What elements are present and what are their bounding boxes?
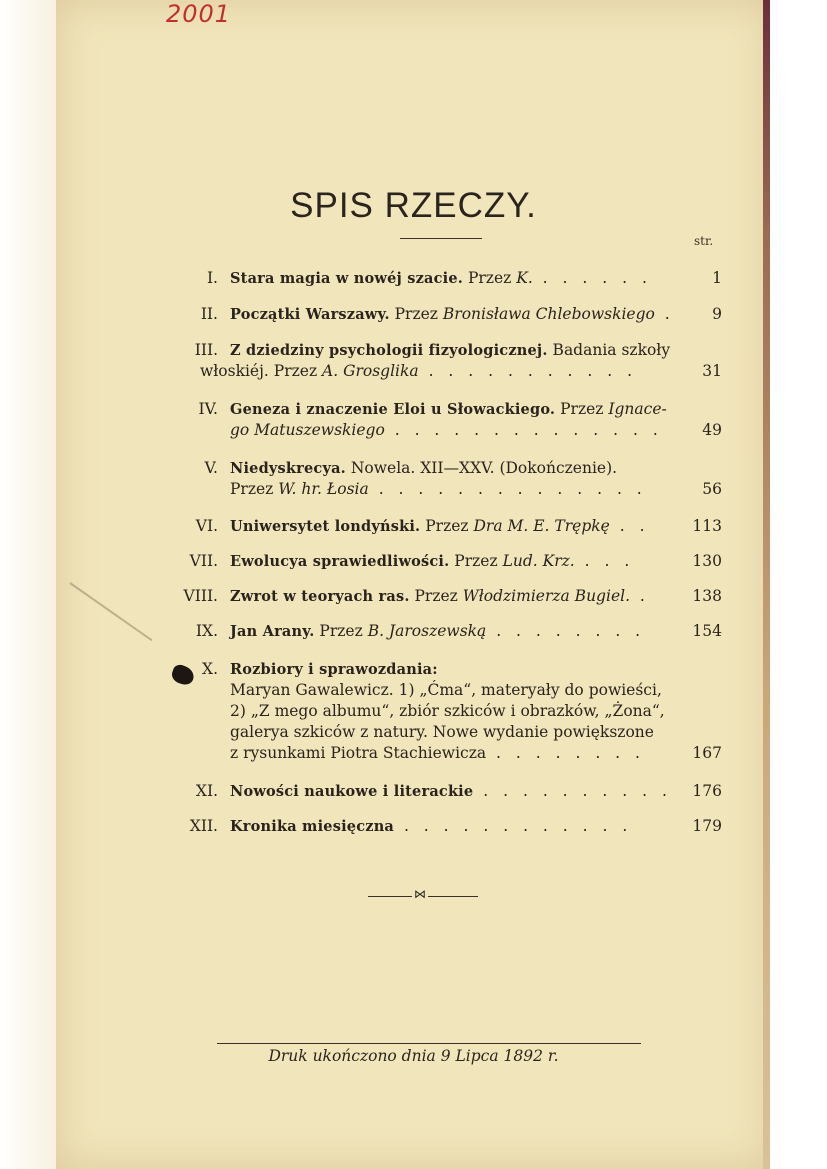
- entry-text: włoskiéj. Przez: [200, 362, 323, 380]
- entry-text: Przez: [463, 269, 517, 287]
- toc-entry: [0, 399, 827, 441]
- entry-leader-dots: . . .: [574, 552, 635, 570]
- entry-text: Przez: [420, 517, 474, 535]
- entry-author: B. Jaroszewską: [367, 622, 487, 640]
- toc-entry-page: 130: [692, 552, 722, 570]
- toc-entry-number: XI.: [195, 782, 218, 800]
- entry-title: Początki Warszawy.: [230, 306, 390, 323]
- entry-leader-dots: . . . . . . . .: [486, 744, 645, 762]
- toc-entry-line: [230, 701, 665, 722]
- pencil-annotation: 2001: [166, 0, 232, 28]
- toc-entry-page: 167: [692, 744, 722, 762]
- scan-margin-right: [770, 0, 827, 1169]
- page-column-label: str.: [694, 234, 714, 248]
- entry-text: Badania szkoły: [547, 341, 671, 359]
- toc-entry-number: II.: [200, 305, 218, 323]
- toc-entry-line: [230, 551, 634, 572]
- entry-author: Dra M. E. Trępkę: [473, 517, 610, 535]
- toc-entry-line: [230, 680, 662, 701]
- toc-entry: [0, 816, 827, 837]
- title-rule: [400, 238, 482, 239]
- entry-title: Ewolucya sprawiedliwości.: [230, 553, 450, 570]
- entry-leader-dots: . . . . . .: [532, 269, 652, 287]
- document-page: [56, 0, 770, 1169]
- toc-entry: [0, 781, 827, 802]
- toc-entry-line: [230, 420, 663, 441]
- toc-entry: [0, 458, 827, 500]
- entry-text: Przez: [314, 622, 368, 640]
- toc-entry: [0, 659, 827, 764]
- toc-entry: [0, 586, 827, 607]
- entry-leader-dots: . . . . . . . . . . . . . .: [368, 480, 647, 498]
- toc-entry-page: 176: [692, 782, 722, 800]
- entry-leader-dots: . . . . . . . . . . .: [418, 362, 638, 380]
- entry-author: Ignace-: [608, 400, 667, 418]
- entry-leader-dots: . . . . . . . .: [486, 622, 646, 640]
- entry-text: Przez: [555, 400, 609, 418]
- toc-entry-page: 179: [692, 817, 722, 835]
- toc-entry-number: VI.: [195, 517, 218, 535]
- toc-entry-line: [230, 458, 617, 479]
- entry-author: A. Grosglika: [322, 362, 419, 380]
- toc-entry-page: 154: [692, 622, 722, 640]
- toc-entry-page: 9: [712, 305, 722, 323]
- entry-text: galerya szkiców z natury. Nowe wydanie powiększone: [230, 723, 654, 741]
- entry-text: Przez: [230, 480, 279, 498]
- toc-entry: [0, 551, 827, 572]
- toc-entry-number: X.: [202, 660, 218, 678]
- ornament-glyph: ⋈: [414, 887, 426, 901]
- toc-entry-number: IV.: [198, 400, 218, 418]
- entry-text: Przez: [409, 587, 463, 605]
- entry-title: Zwrot w teoryach ras.: [230, 588, 410, 605]
- toc-entry-line: [230, 816, 632, 837]
- entry-text: Przez: [389, 305, 443, 323]
- toc-entry-number: XII.: [189, 817, 218, 835]
- toc-entry-line: [230, 659, 438, 680]
- entry-author: Bronisława Chlebowskiego: [442, 305, 655, 323]
- imprint-rule: [217, 1043, 641, 1044]
- page-title: SPIS RZECZY.: [290, 186, 537, 225]
- toc-entry-line: [230, 621, 645, 642]
- entry-leader-dots: . .: [609, 517, 650, 535]
- toc-entry-line: [230, 781, 672, 802]
- entry-title: Niedyskrecya.: [230, 460, 346, 477]
- toc-entry-page: 113: [692, 517, 722, 535]
- entry-title: Rozbiory i sprawozdania:: [230, 661, 438, 678]
- toc-entry-line: [230, 743, 645, 764]
- entry-author: Włodzimierza Bugiel.: [462, 587, 630, 605]
- toc-entry-line: [230, 586, 650, 607]
- entry-text: Nowela. XII—XXV. (Dokończenie).: [345, 459, 618, 477]
- toc-entry-line: [230, 268, 652, 289]
- toc-entry-page: 31: [702, 362, 722, 380]
- toc-entry-page: 1: [712, 269, 722, 287]
- entry-title: Stara magia w nowéj szacie.: [230, 270, 464, 287]
- entry-title: Nowości naukowe i literackie: [230, 783, 474, 800]
- entry-leader-dots: . . . . . . . . . .: [473, 782, 672, 800]
- entry-title: Kronika miesięczna: [230, 818, 395, 835]
- entry-author: Lud. Krz.: [502, 552, 575, 570]
- toc-entry-number: VII.: [189, 552, 218, 570]
- entry-text: 2) „Z mego albumu“, zbiór szkiców i obrazków, „Żona“,: [230, 702, 665, 720]
- entry-author: K.: [516, 269, 533, 287]
- toc-entry-page: 49: [702, 421, 722, 439]
- entry-leader-dots: .: [654, 305, 675, 323]
- scan-margin-left: [0, 0, 56, 1169]
- entry-title: Z dziedziny psychologii fizyologicznej.: [230, 342, 548, 359]
- entry-title: Jan Arany.: [230, 623, 315, 640]
- toc-entry-line: [230, 722, 654, 743]
- toc-entry-number: III.: [194, 341, 218, 359]
- entry-author: W. hr. Łosia: [278, 480, 369, 498]
- toc-entry-line: [230, 516, 650, 537]
- print-imprint: Druk ukończono dnia 9 Lipca 1892 r.: [268, 1047, 559, 1065]
- toc-entry-page: 56: [702, 480, 722, 498]
- entry-leader-dots: . . . . . . . . . . . . . .: [384, 421, 663, 439]
- toc-entry-page: 138: [692, 587, 722, 605]
- page-edge-strip: [763, 0, 770, 1169]
- toc-entry: [0, 516, 827, 537]
- toc-entry-line: [230, 304, 675, 325]
- toc-entry-number: I.: [206, 269, 218, 287]
- toc-entry-line: [230, 479, 647, 500]
- toc-entry: [0, 304, 827, 325]
- entry-leader-dots: .: [630, 587, 650, 605]
- toc-entry-number: VIII.: [183, 587, 218, 605]
- entry-title: Uniwersytet londyński.: [230, 518, 421, 535]
- toc-entry-line: [200, 361, 637, 382]
- toc-entry-number: V.: [204, 459, 218, 477]
- toc-entry: [0, 621, 827, 642]
- toc-entry-line: [230, 399, 667, 420]
- entry-leader-dots: . . . . . . . . . . . .: [394, 817, 633, 835]
- entry-text: z rysunkami Piotra Stachiewicza: [230, 744, 487, 762]
- entry-text: Przez: [449, 552, 503, 570]
- toc-entry: [0, 340, 827, 382]
- entry-author: go Matuszewskiego: [230, 421, 385, 439]
- entry-text: Maryan Gawalewicz. 1) „Ćma“, materyały do powieści,: [230, 681, 662, 699]
- toc-entry: [0, 268, 827, 289]
- entry-title: Geneza i znaczenie Eloi u Słowackiego.: [230, 401, 556, 418]
- toc-entry-line: [230, 340, 670, 361]
- toc-entry-number: IX.: [195, 622, 218, 640]
